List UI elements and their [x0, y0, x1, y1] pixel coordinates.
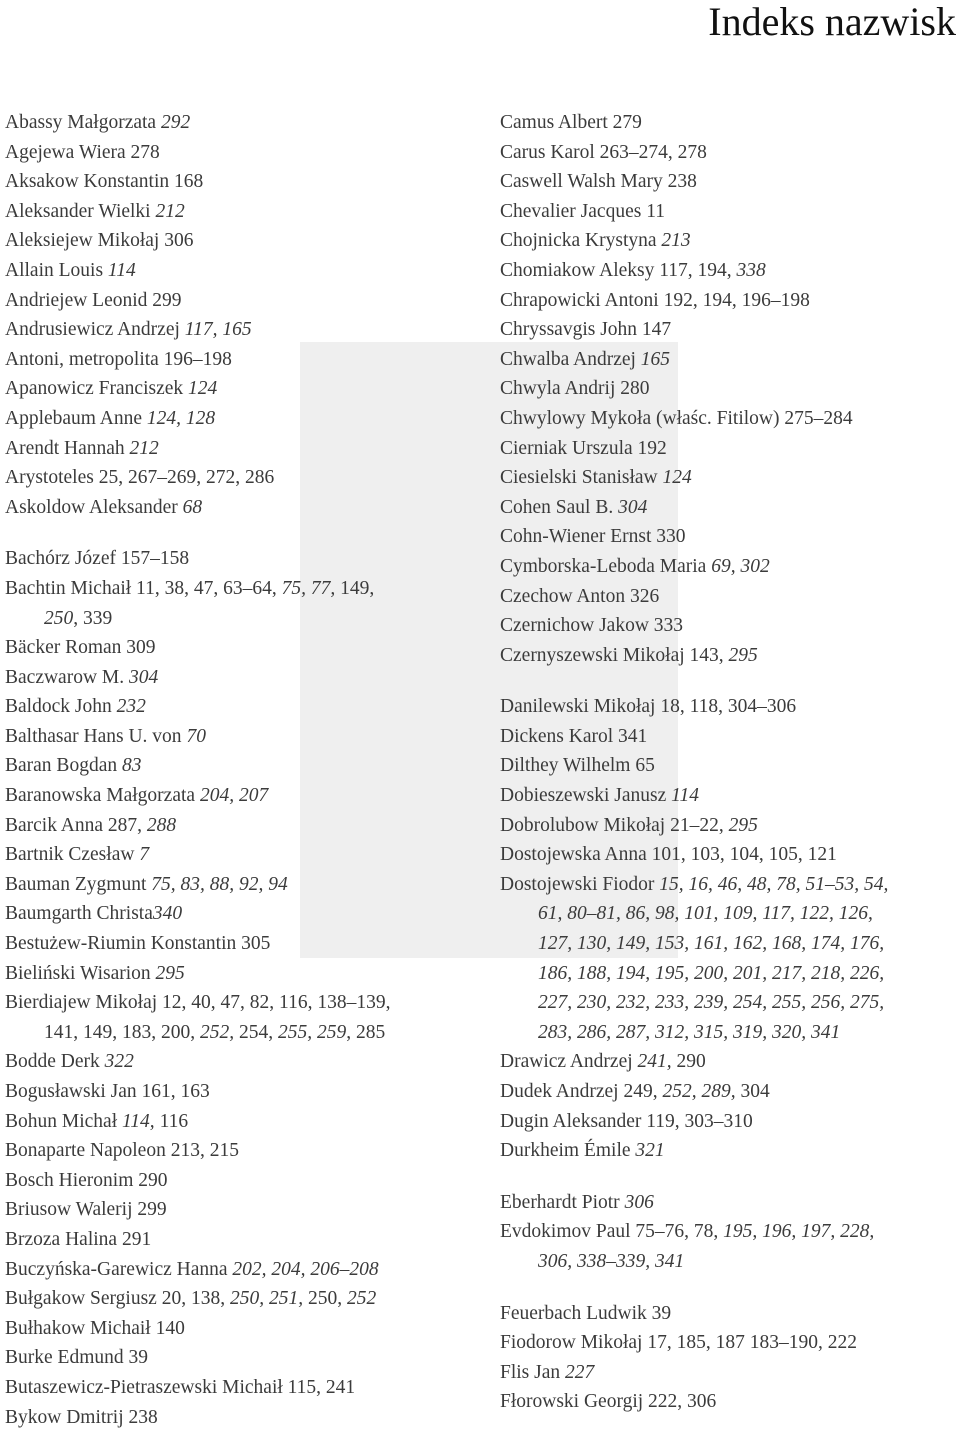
index-entry: [5, 1136, 483, 1166]
entry-page-refs: 322: [104, 1051, 134, 1073]
entry-name: Czernyszewski Mikołaj 143,: [500, 644, 729, 666]
index-entry: [500, 722, 958, 752]
index-column-left: [5, 108, 483, 1432]
entry-name: Briusow Walerij 299: [5, 1199, 167, 1221]
entry-page-refs: , 339: [73, 607, 113, 629]
entry-name: Bachórz Józef 157–158: [5, 548, 190, 570]
entry-name: Baranowska Małgorzata: [5, 785, 200, 807]
entry-name: Dobrolubow Mikołaj 21–22,: [500, 814, 729, 836]
entry-page-refs: 70: [186, 725, 206, 747]
entry-page-refs: 204, 207: [199, 785, 269, 807]
entry-name: Arystoteles 25, 267–269, 272, 286: [5, 467, 275, 489]
entry-name: Bäcker Roman 309: [5, 637, 156, 659]
entry-name: Baran Bogdan: [5, 755, 122, 777]
entry-name: Cohen Saul B.: [500, 496, 619, 518]
index-entry: [5, 493, 483, 523]
entry-name: Askoldow Aleksander: [5, 496, 183, 518]
index-entry: [500, 641, 958, 671]
index-entry: [5, 633, 483, 663]
entry-page-refs: 283, 286, 287, 312, 315, 319, 320, 341: [538, 1021, 841, 1043]
index-entry: [5, 663, 483, 693]
entry-page-refs: 7: [139, 844, 150, 866]
entry-name: Bestużew-Riumin Konstantin 305: [5, 933, 271, 955]
index-entry: [500, 582, 958, 612]
entry-name: Eberhardt Piotr: [500, 1191, 625, 1213]
entry-name: Baldock John: [5, 696, 117, 718]
entry-name: Burke Edmund 39: [5, 1347, 148, 1369]
index-entry: [500, 522, 958, 552]
entry-name: Arendt Hannah: [5, 437, 130, 459]
index-entry: [5, 899, 483, 929]
entry-name: Chrapowicki Antoni 192, 194, 196–198: [500, 289, 810, 311]
index-entry: [500, 1077, 958, 1107]
index-entry: [500, 434, 958, 464]
index-entry: [5, 1314, 483, 1344]
index-entry: [5, 781, 483, 811]
index-entry: [500, 840, 958, 870]
entry-name: Fiodorow Mikołaj 17, 185, 187 183–190, 222: [500, 1332, 857, 1354]
index-entry: [500, 1358, 958, 1388]
index-entry: [5, 315, 483, 345]
entry-page-refs: 255, 259: [278, 1021, 347, 1043]
entry-name: Chevalier Jacques 11: [500, 200, 665, 222]
entry-page-refs: 202, 204, 206–208: [232, 1258, 379, 1280]
entry-name: Bierdiajew Mikołaj 12, 40, 47, 82, 116, 138–139,: [5, 992, 391, 1014]
index-entry: [5, 404, 483, 434]
entry-name: Butaszewicz-Pietraszewski Michaił 115, 241: [5, 1376, 356, 1398]
index-entry: [500, 611, 958, 641]
index-entry: [5, 840, 483, 870]
entry-name: Cymborska-Leboda Maria: [500, 555, 712, 577]
entry-page-refs: 165: [640, 348, 671, 370]
index-entry: [500, 108, 958, 138]
entry-page-refs: 61, 80–81, 86, 98, 101, 109, 117, 122, 126,: [538, 903, 873, 925]
index-entry: [500, 692, 958, 722]
index-entry: [5, 811, 483, 841]
index-entry: [500, 1047, 958, 1077]
entry-page-refs: 340: [152, 903, 183, 925]
entry-page-refs: 124: [662, 467, 692, 489]
index-entry: [500, 1387, 958, 1417]
entry-name: Dugin Aleksander 119, 303–310: [500, 1110, 753, 1132]
entry-page-refs: 141, 149, 183, 200,: [44, 1021, 200, 1043]
index-entry: [5, 692, 483, 722]
index-entry: [5, 1077, 483, 1107]
entry-name: Baczwarow M.: [5, 666, 129, 688]
entry-name: Dobieszewski Janusz: [500, 785, 672, 807]
entry-name: Apanowicz Franciszek: [5, 378, 189, 400]
entry-page-refs: 250,: [303, 1288, 347, 1310]
index-entry: [500, 463, 958, 493]
entry-name: Bartnik Czesław: [5, 844, 140, 866]
entry-page-refs: 116: [154, 1110, 189, 1132]
entry-page-refs: 252: [346, 1288, 377, 1310]
index-entry: [5, 1107, 483, 1137]
index-entry: [5, 1255, 483, 1285]
index-entry: [5, 226, 483, 256]
entry-name: Bachtin Michaił 11, 38, 47, 63–64,: [5, 577, 282, 599]
entry-name: Evdokimov Paul 75–76, 78,: [500, 1221, 724, 1243]
entry-page-refs: 306: [624, 1191, 654, 1213]
index-entry: [500, 286, 958, 316]
entry-name: Bykow Dmitrij 238: [5, 1406, 158, 1428]
entry-page-refs: 295: [728, 814, 758, 836]
entry-page-refs: 252,: [200, 1021, 235, 1043]
entry-page-refs: 292: [160, 112, 191, 133]
entry-page-refs: 250, 251,: [229, 1288, 304, 1310]
entry-page-refs: 117, 165: [184, 319, 252, 341]
entry-page-refs: 75, 77,: [281, 577, 336, 599]
entry-page-refs: 304: [129, 666, 159, 688]
entry-page-refs: 295: [728, 644, 758, 666]
entry-name: Feuerbach Ludwik 39: [500, 1302, 672, 1324]
entry-page-refs: 114,: [122, 1110, 155, 1132]
index-entry: [5, 722, 483, 752]
entry-name: Abassy Małgorzata: [5, 112, 161, 133]
entry-page-refs: 15, 16, 46, 48, 78, 51–53, 54,: [659, 873, 889, 895]
index-entry: [500, 345, 958, 375]
entry-name: Camus Albert 279: [500, 112, 642, 133]
index-entry: [5, 138, 483, 168]
entry-name: Durkheim Émile: [500, 1140, 636, 1162]
entry-page-refs: 69, 302: [711, 555, 770, 577]
index-entry: [500, 256, 958, 286]
entry-continuation: [5, 604, 483, 634]
index-entry: [500, 781, 958, 811]
entry-page-refs: 195, 196, 197, 228,: [723, 1221, 875, 1243]
entry-page-refs: 212: [129, 437, 159, 459]
entry-page-refs: 124, 128: [146, 407, 216, 429]
entry-page-refs: 250: [44, 607, 74, 629]
index-entry: [500, 870, 958, 1048]
index-entry: [5, 544, 483, 574]
index-entry: [5, 434, 483, 464]
index-entry: [500, 1188, 958, 1218]
entry-name: Chwylowy Mykoła (właśc. Fitilow) 275–284: [500, 407, 853, 429]
entry-name: Bodde Derk: [5, 1051, 105, 1073]
entry-name: Czechow Anton 326: [500, 585, 660, 607]
entry-page-refs: 186, 188, 194, 195, 200, 201, 217, 218, 226,: [538, 962, 885, 984]
entry-name: Andrusiewicz Andrzej: [5, 319, 185, 341]
index-entry: [5, 374, 483, 404]
entry-name: Dickens Karol 341: [500, 725, 648, 747]
entry-page-refs: , 285: [346, 1021, 386, 1043]
entry-continuation: [5, 1018, 483, 1048]
entry-page-refs: 254,: [234, 1021, 278, 1043]
entry-continuation: [500, 899, 958, 929]
index-entry: [500, 1217, 958, 1276]
entry-name: Dilthey Wilhelm 65: [500, 755, 655, 777]
index-entry: [5, 870, 483, 900]
entry-name: Bauman Zygmunt: [5, 873, 152, 895]
entry-name: Antoni, metropolita 196–198: [5, 348, 232, 370]
entry-page-refs: 149,: [335, 577, 375, 599]
index-entry: [5, 1225, 483, 1255]
index-entry: [500, 811, 958, 841]
index-entry: [500, 315, 958, 345]
entry-name: Czernichow Jakow 333: [500, 615, 684, 637]
index-entry: [500, 1299, 958, 1329]
index-entry: [5, 1047, 483, 1077]
entry-page-refs: 227: [565, 1361, 595, 1383]
index-entry: [5, 256, 483, 286]
entry-page-refs: 75, 83, 88, 92, 94: [151, 873, 288, 895]
entry-name: Baumgarth Christa: [5, 903, 153, 925]
entry-page-refs: 212: [155, 200, 185, 222]
entry-name: Bułhakow Michaił 140: [5, 1317, 185, 1339]
index-entry: [500, 1107, 958, 1137]
entry-name: Balthasar Hans U. von: [5, 725, 187, 747]
entry-name: Bułgakow Sergiusz 20, 138,: [5, 1288, 230, 1310]
entry-continuation: [500, 959, 958, 989]
index-entry: [500, 751, 958, 781]
entry-name: Bonaparte Napoleon 213, 215: [5, 1140, 239, 1162]
index-entry: [5, 167, 483, 197]
entry-name: Aksakow Konstantin 168: [5, 171, 204, 193]
index-entry: [500, 404, 958, 434]
entry-page-refs: 295: [155, 962, 185, 984]
entry-name: Fłorowski Georgij 222, 306: [500, 1391, 717, 1413]
entry-name: Flis Jan: [500, 1361, 566, 1383]
index-entry: [5, 1343, 483, 1373]
index-entry: [5, 463, 483, 493]
entry-page-refs: 124: [188, 378, 218, 400]
entry-name: Aleksander Wielki: [5, 200, 156, 222]
entry-name: Bieliński Wisarion: [5, 962, 156, 984]
entry-name: Cohn-Wiener Ernst 330: [500, 526, 686, 548]
entry-continuation: [500, 1247, 958, 1277]
entry-name: Chwalba Andrzej: [500, 348, 641, 370]
entry-name: Barcik Anna 287,: [5, 814, 147, 836]
entry-page-refs: 227, 230, 232, 233, 239, 254, 255, 256, 275,: [538, 992, 885, 1014]
entry-page-refs: 252, 289,: [662, 1081, 736, 1102]
index-entry: [5, 1403, 483, 1432]
entry-page-refs: 338: [736, 259, 766, 281]
entry-name: Danilewski Mikołaj 18, 118, 304–306: [500, 696, 797, 718]
entry-name: Cierniak Urszula 192: [500, 437, 667, 459]
entry-name: Dostojewska Anna 101, 103, 104, 105, 121: [500, 844, 837, 866]
entry-name: Agejewa Wiera 278: [5, 141, 160, 163]
index-entry: [500, 1328, 958, 1358]
index-entry: [5, 1284, 483, 1314]
entry-page-refs: 213: [661, 230, 691, 252]
entry-page-refs: 304: [735, 1081, 770, 1102]
entry-page-refs: 321: [635, 1140, 665, 1162]
index-entry: [500, 552, 958, 582]
entry-continuation: [500, 988, 958, 1018]
index-entry: [5, 574, 483, 633]
entry-page-refs: 114: [107, 259, 136, 281]
index-entry: [500, 1136, 958, 1166]
index-entry: [500, 374, 958, 404]
entry-page-refs: 232: [116, 696, 146, 718]
entry-name: Chryssavgis John 147: [500, 319, 672, 341]
entry-name: Allain Louis: [5, 259, 108, 281]
entry-name: Buczyńska-Garewicz Hanna: [5, 1258, 233, 1280]
entry-name: Andriejew Leonid 299: [5, 289, 182, 311]
index-entry: [5, 345, 483, 375]
entry-name: Carus Karol 263–274, 278: [500, 141, 707, 163]
entry-page-refs: 114: [671, 785, 699, 807]
entry-page-refs: 241,: [637, 1051, 672, 1073]
index-entry: [500, 493, 958, 523]
index-entry: [500, 167, 958, 197]
entry-continuation: [500, 929, 958, 959]
index-entry: [5, 197, 483, 227]
entry-name: Chojnicka Krystyna: [500, 230, 662, 252]
index-entry: [5, 286, 483, 316]
index-entry: [500, 226, 958, 256]
entry-page-refs: 306, 338–339, 341: [538, 1250, 685, 1272]
entry-name: Dostojewski Fiodor: [500, 873, 660, 895]
entry-name: Applebaum Anne: [5, 407, 147, 429]
index-entry: [5, 751, 483, 781]
index-entry: [5, 1195, 483, 1225]
entry-name: Dudek Andrzej 249,: [500, 1081, 663, 1102]
entry-name: Chwyla Andrij 280: [500, 378, 650, 400]
page-title: Indeks nazwisk: [708, 0, 956, 44]
entry-name: Brzoza Halina 291: [5, 1228, 152, 1250]
index-column-right: [500, 108, 958, 1417]
entry-page-refs: 127, 130, 149, 153, 161, 162, 168, 174, 176,: [538, 933, 885, 955]
entry-name: Bogusławski Jan 161, 163: [5, 1081, 210, 1102]
index-entry: [5, 988, 483, 1047]
entry-page-refs: 83: [121, 755, 142, 777]
index-entry: [5, 108, 483, 138]
entry-name: Aleksiejew Mikołaj 306: [5, 230, 194, 252]
index-entry: [5, 959, 483, 989]
entry-continuation: [500, 1018, 958, 1048]
entry-name: Ciesielski Stanisław: [500, 467, 663, 489]
entry-page-refs: 68: [182, 496, 203, 518]
index-entry: [5, 929, 483, 959]
entry-page-refs: 304: [618, 496, 648, 518]
entry-name: Chomiakow Aleksy 117, 194,: [500, 259, 737, 281]
entry-name: Caswell Walsh Mary 238: [500, 171, 697, 193]
entry-page-refs: 288: [146, 814, 177, 836]
entry-name: Bohun Michał: [5, 1110, 122, 1132]
index-entry: [5, 1373, 483, 1403]
entry-name: Drawicz Andrzej: [500, 1051, 638, 1073]
index-entry: [5, 1166, 483, 1196]
index-entry: [500, 138, 958, 168]
entry-page-refs: 290: [671, 1051, 706, 1073]
index-entry: [500, 197, 958, 227]
entry-name: Bosch Hieronim 290: [5, 1169, 168, 1191]
